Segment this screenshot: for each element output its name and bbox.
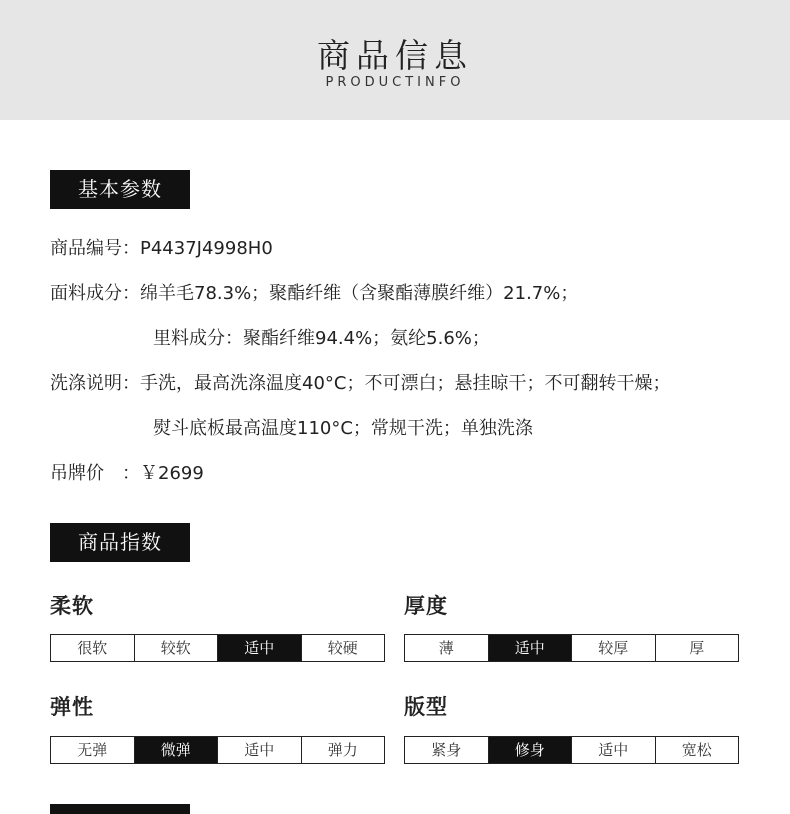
elasticity-option: 弹力 bbox=[302, 737, 385, 763]
lining-row: 里料成分：聚酯纤维94.4%；氨纶5.6%； bbox=[153, 328, 490, 349]
softness-option: 很软 bbox=[51, 635, 135, 661]
wash-row bbox=[50, 372, 670, 396]
product-code-row bbox=[50, 237, 273, 261]
fit-scale bbox=[404, 736, 739, 764]
elasticity-option: 适中 bbox=[218, 737, 302, 763]
softness-option: 较硬 bbox=[302, 635, 385, 661]
fit-option: 适中 bbox=[572, 737, 656, 763]
section-label-basic: 基本参数 bbox=[50, 170, 190, 209]
section-label-index: 商品指数 bbox=[50, 523, 190, 562]
price-row bbox=[50, 462, 204, 486]
elasticity-title: 弹性 bbox=[50, 695, 94, 719]
thickness-option: 较厚 bbox=[572, 635, 656, 661]
softness-option: 较软 bbox=[135, 635, 219, 661]
thickness-title: 厚度 bbox=[404, 594, 448, 618]
next-section-label bbox=[50, 804, 190, 814]
page-subtitle: PRODUCTINFO bbox=[325, 75, 465, 90]
wash-value-line2: 熨斗底板最高温度110°C；常规干洗；单独洗涤 bbox=[153, 418, 533, 439]
elasticity-option: 无弹 bbox=[51, 737, 135, 763]
fit-option: 紧身 bbox=[405, 737, 489, 763]
thickness-option: 适中 bbox=[489, 635, 573, 661]
fabric-key: 面料成分： bbox=[50, 283, 140, 304]
thickness-option: 薄 bbox=[405, 635, 489, 661]
page-header bbox=[0, 0, 790, 120]
price-value: ￥2699 bbox=[140, 463, 204, 484]
elasticity-scale bbox=[50, 736, 385, 764]
price-key: 吊牌价 ： bbox=[50, 463, 140, 484]
softness-scale bbox=[50, 634, 385, 662]
elasticity-option: 微弹 bbox=[135, 737, 219, 763]
wash-value-line1: 手洗，最高洗涤温度40°C；不可漂白；悬挂晾干；不可翻转干燥； bbox=[140, 373, 671, 394]
fabric-row bbox=[50, 282, 578, 306]
fit-title: 版型 bbox=[404, 695, 448, 719]
product-code-value: P4437J4998H0 bbox=[140, 238, 273, 259]
fit-option: 宽松 bbox=[656, 737, 739, 763]
thickness-option: 厚 bbox=[656, 635, 739, 661]
product-code-key: 商品编号： bbox=[50, 238, 140, 259]
page-title: 商品信息 bbox=[317, 36, 473, 75]
wash-key: 洗涤说明： bbox=[50, 373, 140, 394]
softness-option: 适中 bbox=[218, 635, 302, 661]
fabric-value: 绵羊毛78.3%；聚酯纤维（含聚酯薄膜纤维）21.7%； bbox=[140, 283, 579, 304]
fit-option: 修身 bbox=[489, 737, 573, 763]
softness-title: 柔软 bbox=[50, 594, 94, 618]
thickness-scale bbox=[404, 634, 739, 662]
